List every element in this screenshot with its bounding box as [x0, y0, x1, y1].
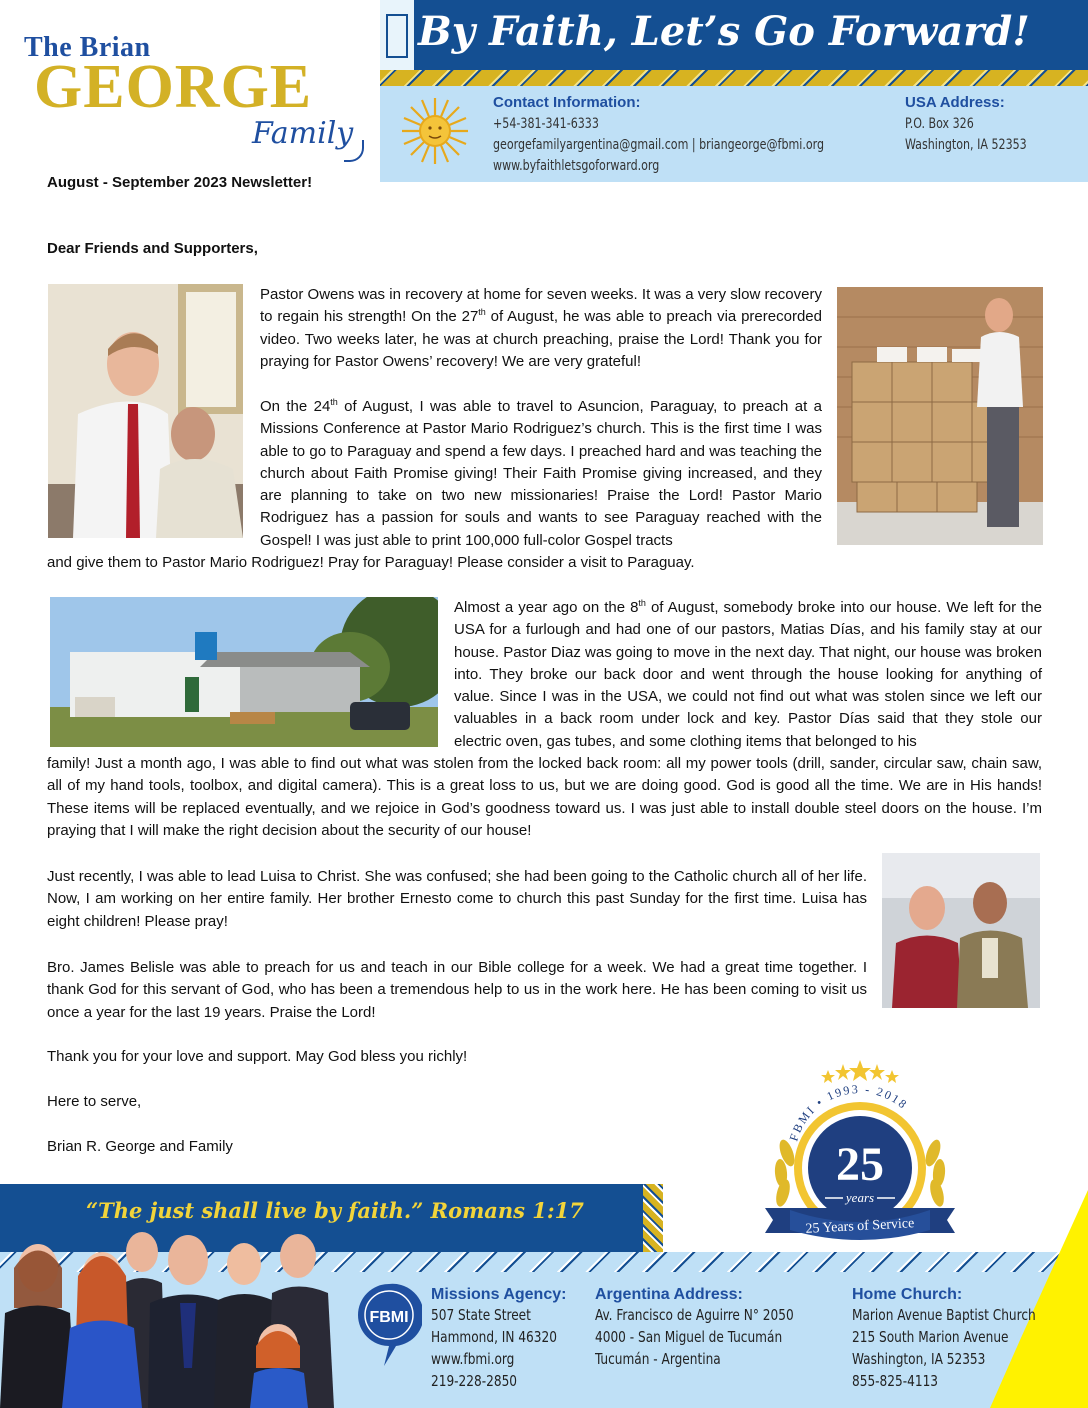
- seal-arc-text: FBMI • 1993 - 2018: [786, 1081, 911, 1143]
- logo-line-1: The Brian: [24, 32, 151, 63]
- contact-emails[interactable]: georgefamilyargentina@gmail.com | briangeorge@fbmi.org: [493, 137, 825, 153]
- signature-name: Brian R. George and Family: [47, 1138, 233, 1155]
- paragraph-break-in-end: family! Just a month ago, I was able to find out what was stolen from the locked back room: all my power tools (drill, sander, circular saw, chain saw, all of my hand tools, toolbox, and digital camera). This is a great loss to us, but we are doing good. God is good all the time. We are in His hands! These items will be replaced eventually, and we rejoice in God’s goodness toward us. I was just able to install double steel doors on the house. I’m praying that I will make the right decision about the security of our house!: [47, 755, 1042, 839]
- agency-heading: Missions Agency:: [431, 1286, 567, 1303]
- logo-line-3: Family: [252, 116, 354, 151]
- photo-house: [50, 597, 438, 747]
- contact-box: [380, 86, 1088, 182]
- agency-line-1: 507 State Street: [431, 1306, 531, 1324]
- paragraph-luisa: Just recently, I was able to lead Luisa to Christ. She was confused; she had been going to the Catholic church all of her life. Now, I am working on her entire family. Her brother Ernesto come to church this past Sunday for the first time. Luisa has eight children! Please pray!: [47, 868, 867, 930]
- agency-line-2: Hammond, IN 46320: [431, 1328, 557, 1346]
- bible-verse: “The just shall live by faith.” Romans 1:17: [86, 1198, 584, 1223]
- church-line-2: 215 South Marion Avenue: [852, 1328, 1009, 1346]
- verse-banner-stripe: [643, 1184, 663, 1252]
- church-line-4: 855-825-4113: [852, 1372, 939, 1390]
- seal-ribbon-text: 25 Years of Service: [805, 1216, 915, 1237]
- banner-stripe: [380, 70, 1088, 86]
- fbmi-logo: [356, 1282, 422, 1368]
- photo-pastor-owens: [48, 284, 243, 538]
- yellow-corner-accent: [990, 1190, 1088, 1408]
- seal-number: 25: [836, 1138, 884, 1191]
- logo-swirl: [344, 140, 364, 162]
- argentina-line-1: Av. Francisco de Aguirre N° 2050: [595, 1306, 794, 1324]
- argentina-heading: Argentina Address:: [595, 1286, 743, 1303]
- contact-phone: +54-381-341-6333: [493, 116, 599, 132]
- sun-of-may-icon: [400, 96, 470, 166]
- photo-george-family: [0, 1228, 360, 1408]
- banner-pattern: [380, 0, 414, 70]
- photo-gospel-tracts: [837, 287, 1043, 545]
- paragraph-james-belisle: Bro. James Belisle was able to preach for us and teach in our Bible college for a week. We had a great time together. I thank God for this servant of God, who has been a tremendous help to us in the work here. He has been coming to visit us once a year for the last 19 years. Praise the Lord!: [47, 959, 867, 1021]
- usa-address-heading: USA Address:: [905, 94, 1005, 111]
- paragraph-paraguay: On the 24th of August, I was able to travel to Asuncion, Paraguay, to preach at a Missions Conference at Pastor Mario Rodriguez’s church. This is the first time I was able to go to Paraguay and spend a few days. I preached hard and was teaching the church about Faith Promise giving! Their Faith Promise giving increased, and they are planning to take on two new missionaries! Praise the Lord! Pastor Mario Rodriguez has a passion for souls and wants to see Paraguay reached with the Gospel! I was just able to print 100,000 full-color Gospel tracts: [260, 397, 822, 549]
- family-logo: [22, 28, 367, 168]
- logo-line-2: GEORGE: [34, 53, 313, 121]
- agency-line-3[interactable]: www.fbmi.org: [431, 1350, 515, 1368]
- banner-title: By Faith, Let’s Go Forward!: [418, 8, 1030, 55]
- agency-line-4: 219-228-2850: [431, 1372, 518, 1390]
- church-line-1: Marion Avenue Baptist Church: [852, 1306, 1036, 1324]
- fbmi-25-year-seal: [755, 1058, 965, 1243]
- argentina-line-3: Tucumán - Argentina: [595, 1350, 721, 1368]
- newsletter-date: August - September 2023 Newsletter!: [47, 174, 313, 191]
- paragraph-thanks: Thank you for your love and support. May God bless you richly!: [47, 1048, 468, 1065]
- contact-heading: Contact Information:: [493, 94, 641, 111]
- usa-address-line-2: Washington, IA 52353: [905, 137, 1027, 153]
- photo-james-belisle: [882, 853, 1040, 1008]
- title-banner: [380, 0, 1088, 70]
- church-line-3: Washington, IA 52353: [852, 1350, 986, 1368]
- seal-sub: years: [845, 1190, 875, 1205]
- argentina-line-2: 4000 - San Miguel de Tucumán: [595, 1328, 783, 1346]
- contact-website[interactable]: www.byfaithletsgoforward.org: [493, 158, 660, 174]
- usa-address-line-1: P.O. Box 326: [905, 116, 974, 132]
- church-heading: Home Church:: [852, 1286, 963, 1303]
- paragraph-break-in: Almost a year ago on the 8th of August, somebody broke into our house. We left for the USA for a furlough and had one of our pastors, Matias Días, and his family stay at our house. Pastor Diaz was going to move in the next day. That night, our house was broken into. They broke our back door and went through the house looking for anything of value. Since I was in the USA, we could not find out what was stolen since we left our valuables in a back room under lock and key. Pastor Días said that they stole our electric oven, gas tubes, and some clothing items that belonged to his: [454, 598, 1042, 750]
- closing-line: Here to serve,: [47, 1093, 142, 1110]
- paragraph-pastor-owens: Pastor Owens was in recovery at home for seven weeks. It was a very slow recovery to regain his strength! On the 27th of August, he was able to preach via prerecorded video. Two weeks later, he was at church preaching, praise the Lord! Thank you for praying for Pastor Owens’ recovery! We are very grateful!: [260, 286, 822, 370]
- greeting: Dear Friends and Supporters,: [47, 240, 258, 257]
- paragraph-paraguay-end: and give them to Pastor Mario Rodriguez! Pray for Paraguay! Please consider a visit to Paraguay.: [47, 554, 695, 571]
- fbmi-logo-text: FBMI: [369, 1309, 409, 1326]
